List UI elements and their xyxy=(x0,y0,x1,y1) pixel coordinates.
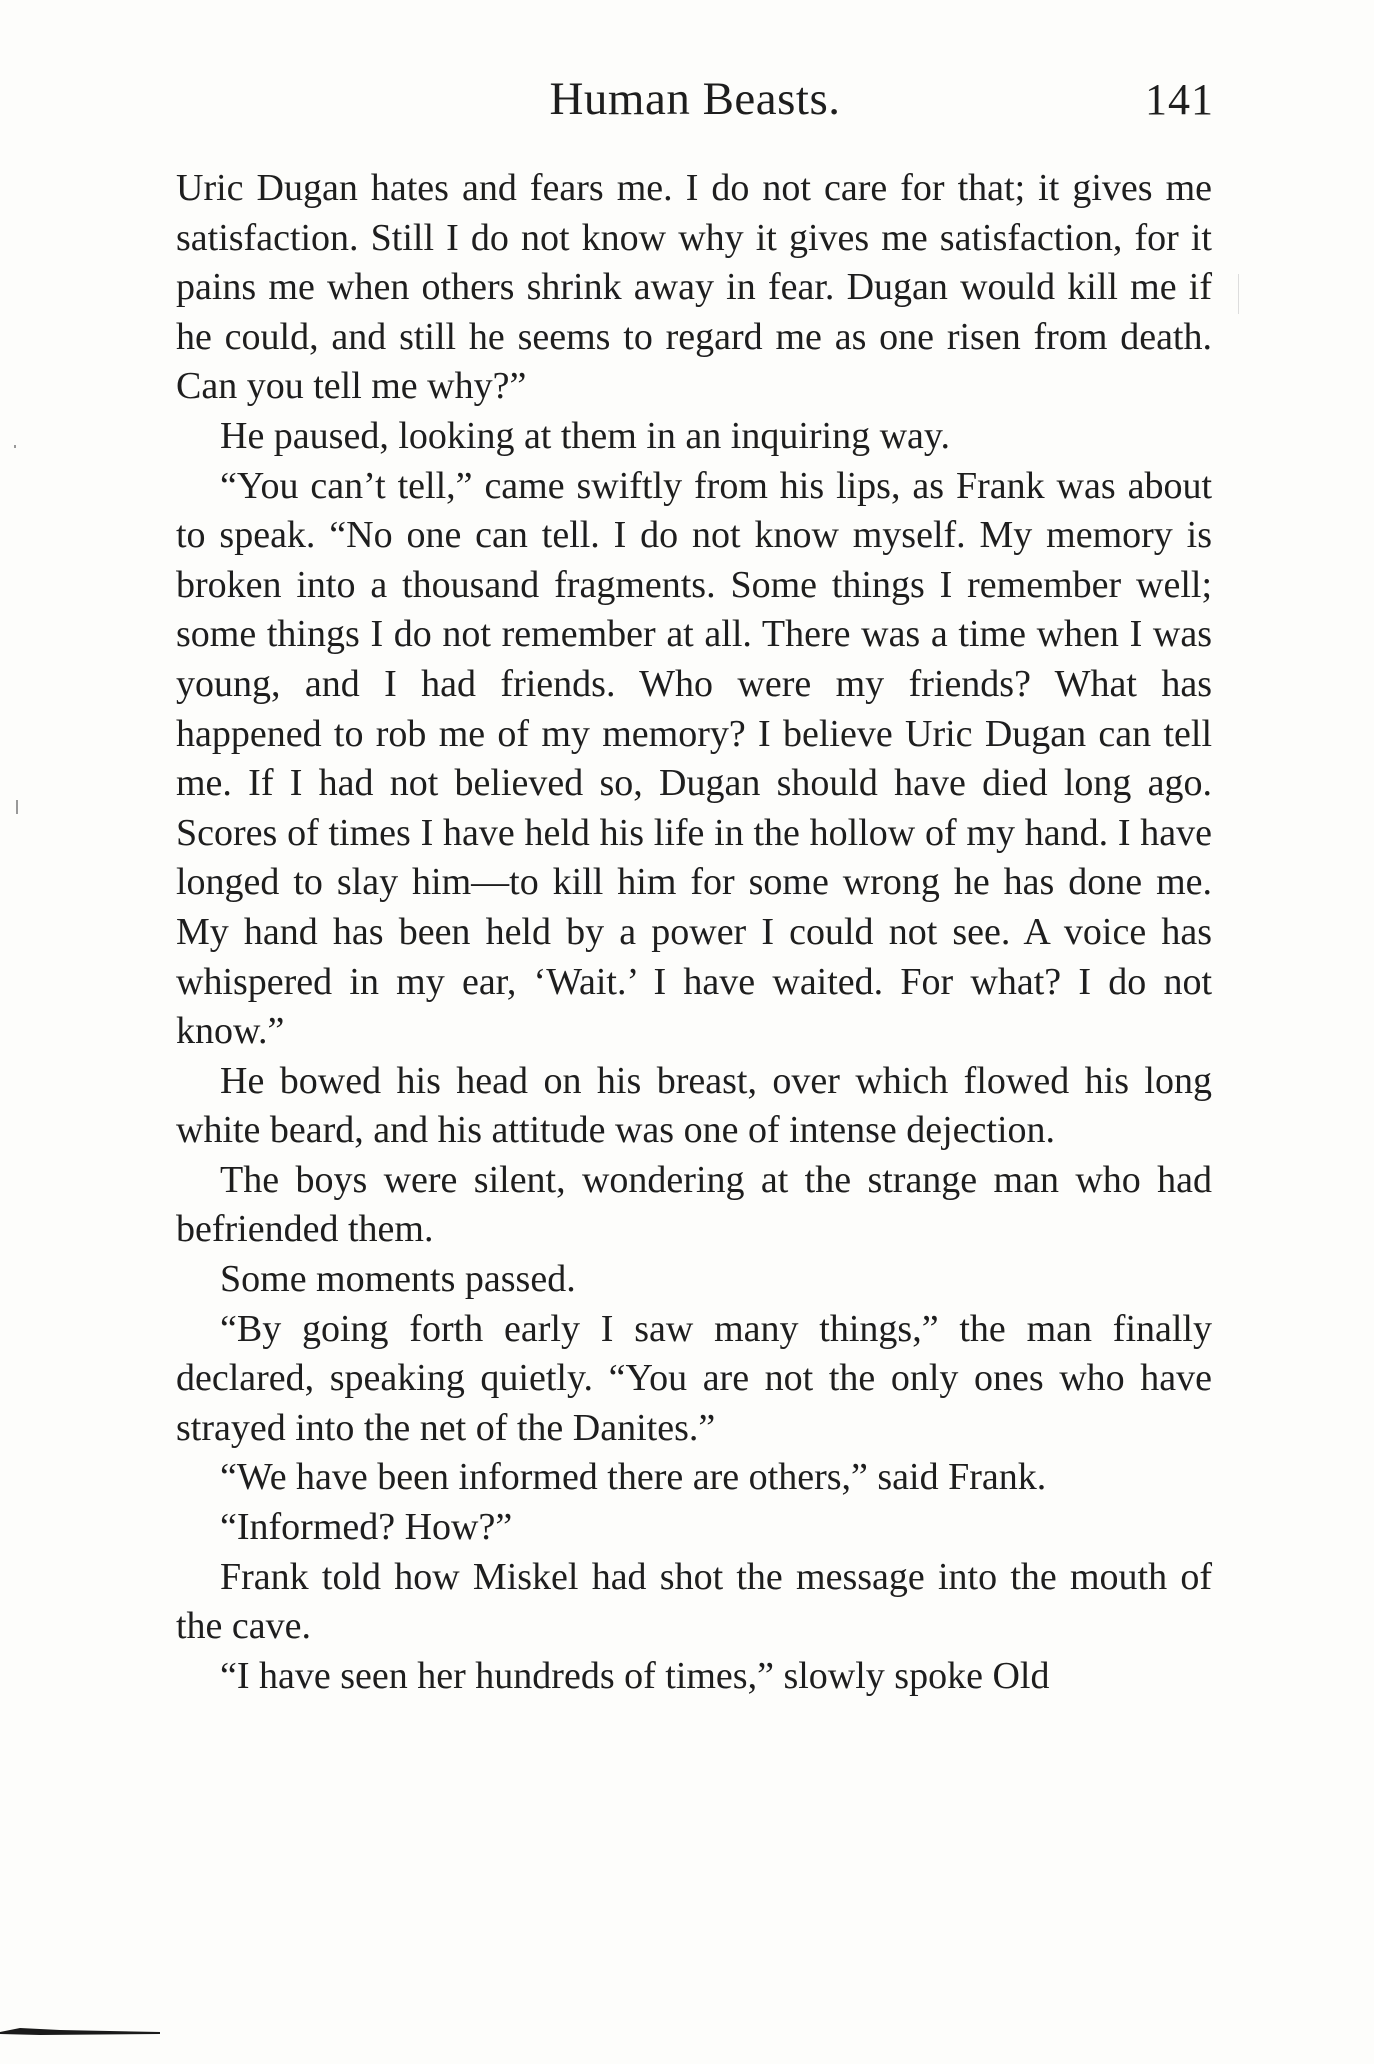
paragraph: “You can’t tell,” came swiftly from his lips, as Frank was about to speak. “No one can tell. I do not know myself. My memory is broken into a thousand fragments. Some things I remember well; some things I do not remember at all. There was a time when I was young, and I had friends. Who were my friends? What has happened to rob me of my memory? I believe Uric Dugan can tell me. If I had not believed so, Dugan should have died long ago. Scores of times I have held his life in the hollow of my hand. I have longed to slay him—to kill him for some wrong he has done me. My hand has been held by a power I could not see. A voice has whispered in my ear, ‘Wait.’ I have waited. For what? I do not know.” xyxy=(176,464,1212,1053)
scan-edge-mark xyxy=(0,2026,160,2036)
scan-speck xyxy=(1238,274,1239,314)
page-number: 141 xyxy=(1145,75,1214,124)
paragraph: “Informed? How?” xyxy=(220,1506,513,1549)
paragraph: The boys were silent, wondering at the strange man who had befriended them. xyxy=(176,1158,1212,1251)
paragraph: Some moments passed. xyxy=(220,1258,576,1301)
page-body xyxy=(176,164,1212,1701)
paragraph: “We have been informed there are others,” said Frank. xyxy=(220,1456,1047,1499)
paragraph: “By going forth early I saw many things,” the man finally declared, speaking quietly. “You are not the only ones who have strayed into the net of the Danites.” xyxy=(176,1307,1212,1449)
paragraph: “I have seen her hundreds of times,” slowly spoke Old xyxy=(220,1654,1050,1697)
paragraph: Frank told how Miskel had shot the message into the mouth of the cave. xyxy=(176,1555,1212,1648)
scan-speck xyxy=(14,445,16,448)
paragraph: He paused, looking at them in an inquiring way. xyxy=(220,414,950,457)
scan-speck xyxy=(16,800,18,814)
paragraph: Uric Dugan hates and fears me. I do not care for that; it gives me satisfaction. Still I do not know why it gives me satisfaction, for it pains me when others shrink away in fear. Dugan would kill me if he could, and still he seems to regard me as one risen from death. Can you tell me why?” xyxy=(176,167,1212,408)
running-title: Human Beasts. xyxy=(549,73,841,125)
paragraph: He bowed his head on his breast, over which flowed his long white beard, and his attitude was one of intense dejection. xyxy=(176,1059,1212,1152)
page-header xyxy=(176,72,1214,132)
